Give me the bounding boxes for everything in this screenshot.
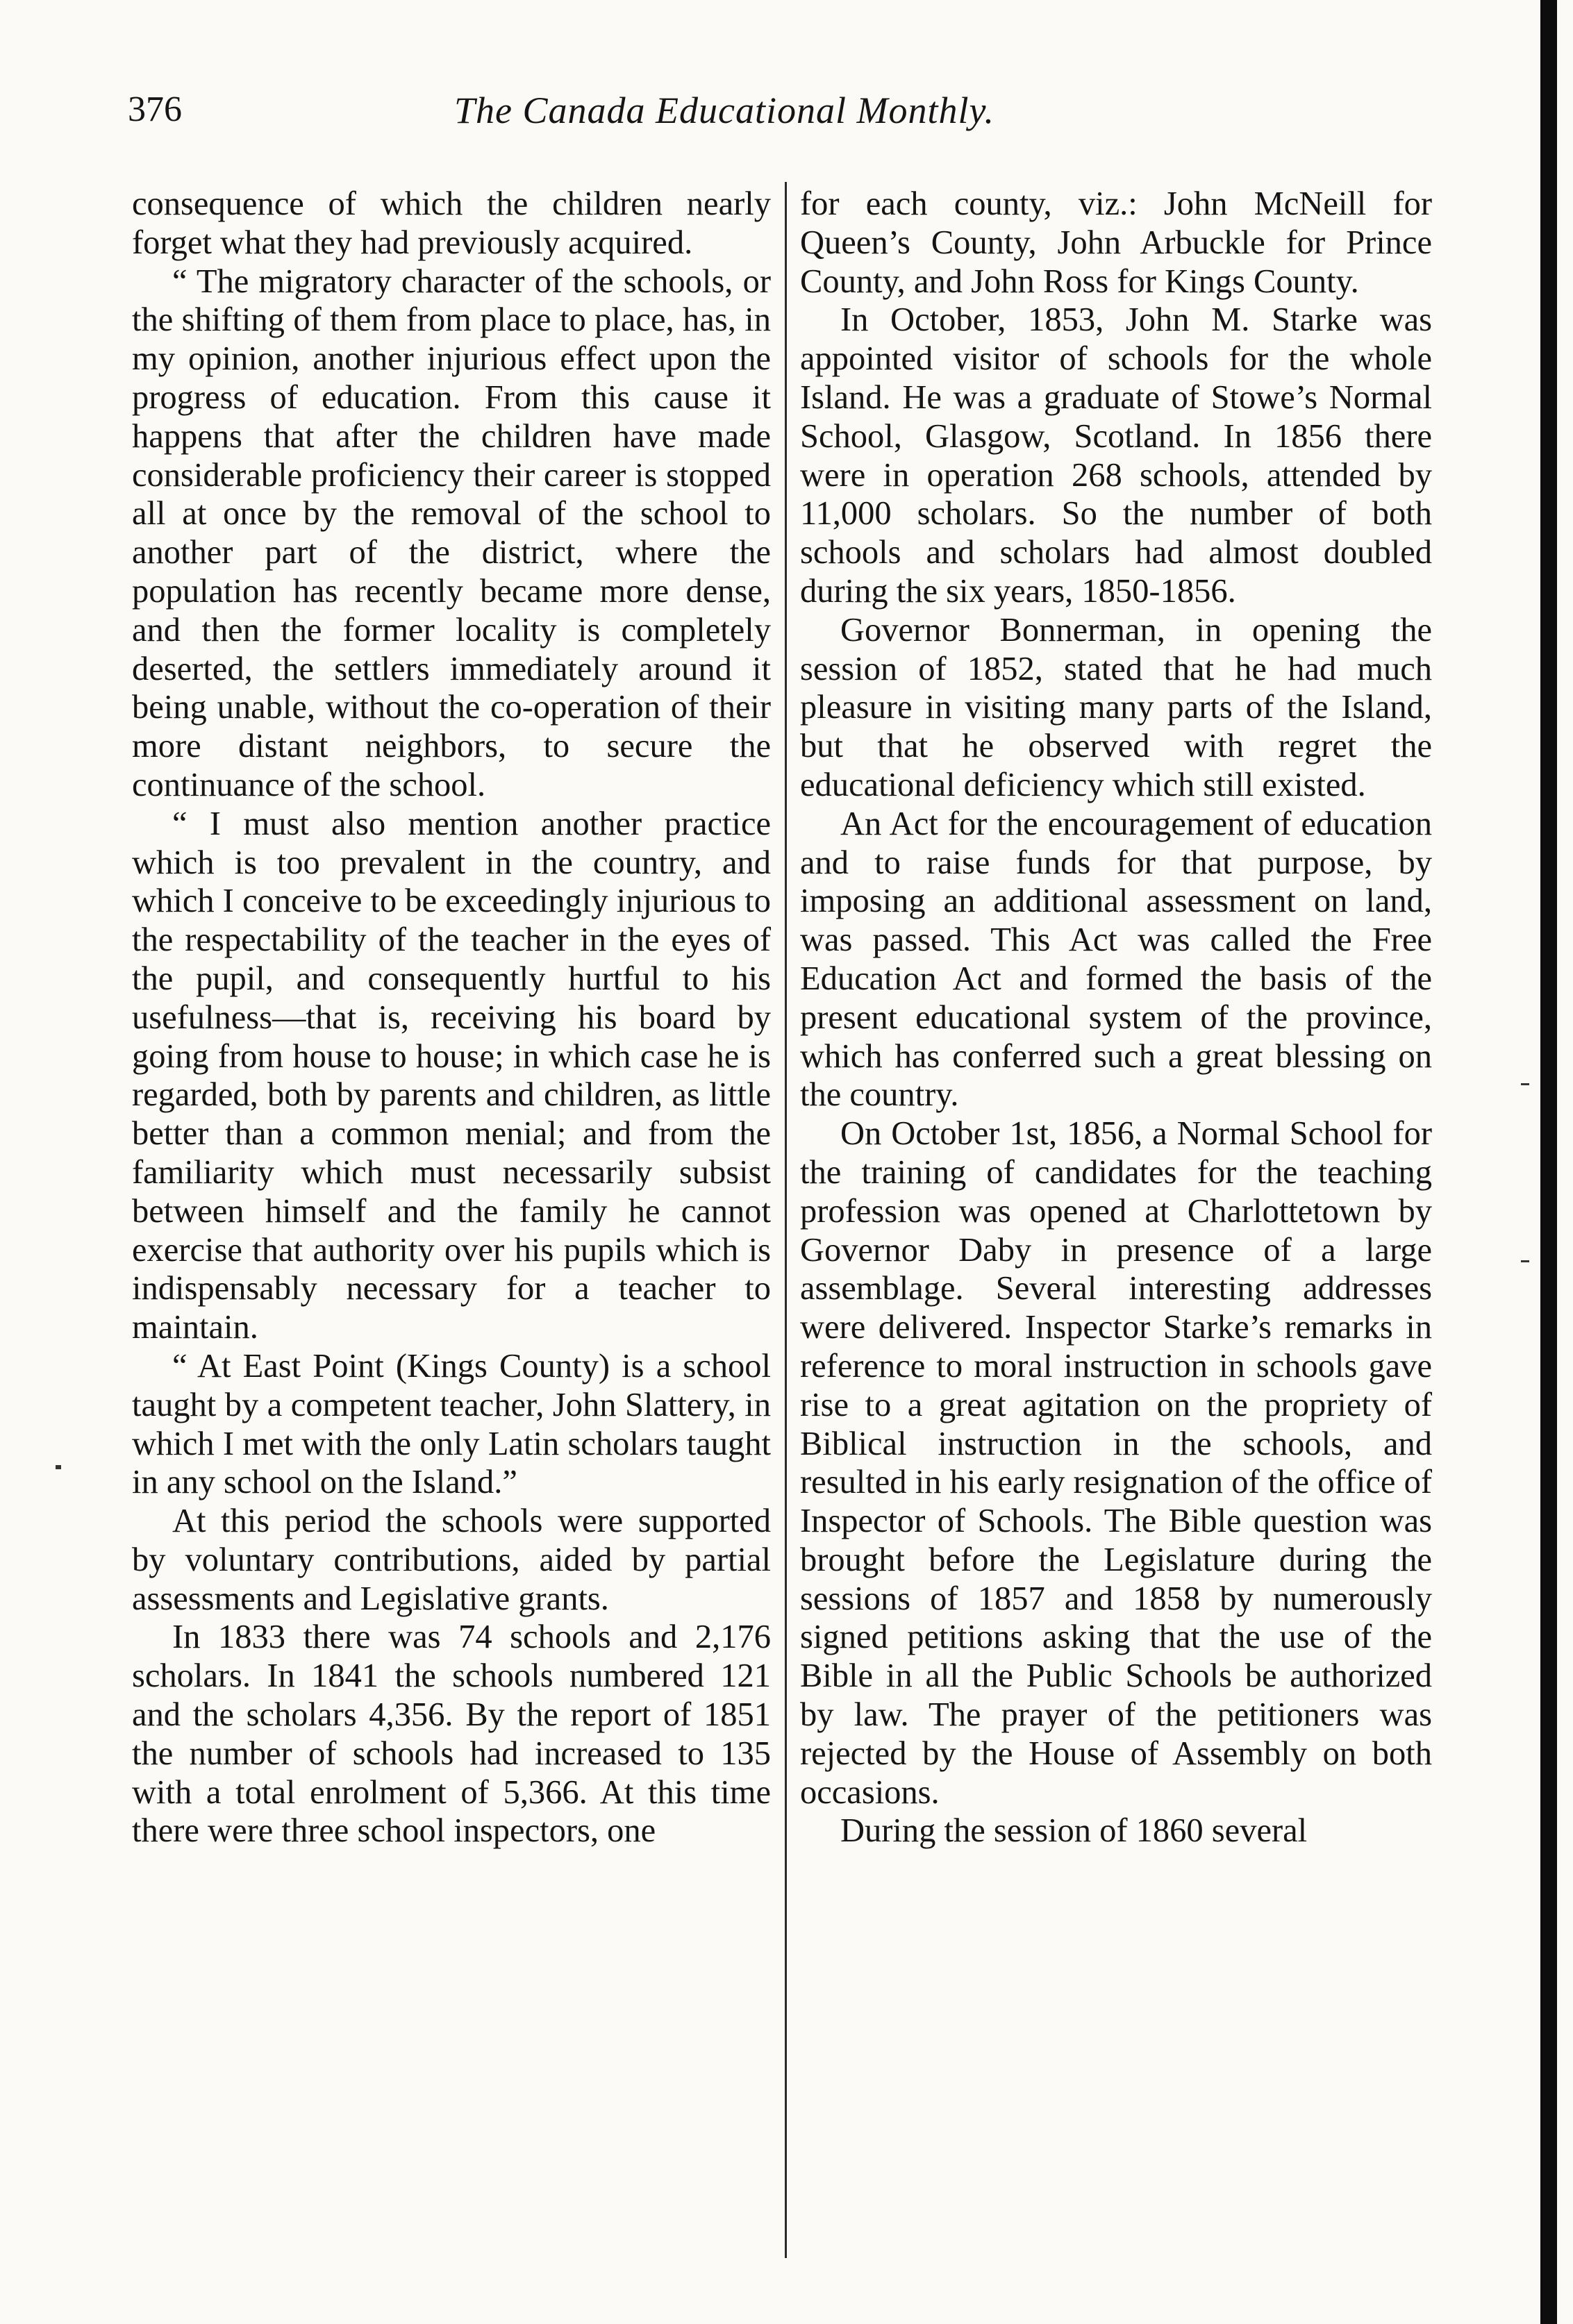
paragraph: “ The migratory character of the schools, or the shifting of them from place to place, has, in my opinion, another injurious effect upon the progress of education. From this cause it happens that after the children have made considerable proficiency their career is stopped all at once by the removal of the school to another part of the district, where the population has recently became more dense, and then the former locality is completely deserted, the settlers immediately around it being unable, without the co-operation of their more distant neighbors, to secure the continuance of the school. [132, 262, 771, 803]
journal-title: The Canada Educational Monthly. [454, 90, 994, 131]
right-column [800, 185, 1432, 1850]
column-rule [785, 182, 787, 2258]
paragraph: Governor Bonnerman, in opening the session of 1852, stated that he had much pleasure in visiting many parts of the Island, but that he observed with regret the educational deficiency which still existed. [800, 611, 1432, 803]
scan-speck [1521, 1083, 1529, 1085]
paragraph: On October 1st, 1856, a Normal School for the training of candidates for the teaching profession was opened at Charlottetown by Governor Daby in presence of a large assemblage. Several interesting addresses were delivered. Inspector Starke’s remarks in reference to moral instruction in schools gave rise to a great agitation on the propriety of Biblical instruction in the schools, and resulted in his early resignation of the office of Inspector of Schools. The Bible question was brought before the Legislature during the sessions of 1857 and 1858 by numerously signed petitions asking that the use of the Bible in all the Public Schools be authorized by law. The prayer of the petitioners was rejected by the House of Assembly on both occasions. [800, 1115, 1432, 1811]
running-header [128, 89, 1420, 137]
paragraph: consequence of which the children nearly forget what they had previously acquired. [132, 185, 771, 261]
scan-edge-shadow [1540, 0, 1557, 2324]
paragraph: for each county, viz.: John McNeill for Queen’s County, John Arbuckle for Prince County, and John Ross for Kings County. [800, 185, 1432, 300]
paragraph: “ I must also mention another practice which is too prevalent in the country, and which I conceive to be exceedingly injurious to the respectability of the teacher in the eyes of the pupil, and consequently hurtful to his usefulness—that is, receiving his board by going from house to house; in which case he is regarded, both by parents and children, as little better than a common menial; and from the familiarity which must necessarily subsist between himself and the family he cannot exercise that authority over his pupils which is indispensably necessary for a teacher to maintain. [132, 805, 771, 1346]
paragraph: In 1833 there was 74 schools and 2,176 scholars. In 1841 the schools numbered 121 and the scholars 4,356. By the report of 1851 the number of schools had increased to 135 with a total enrolment of 5,366. At this time there were three school inspectors, one [132, 1619, 771, 1850]
paragraph: “ At East Point (Kings County) is a school taught by a competent teacher, John Slattery, in which I met with the only Latin scholars taught in any school on the Island.” [132, 1347, 771, 1501]
paragraph: In October, 1853, John M. Starke was appointed visitor of schools for the whole Island. He was a graduate of Stowe’s Normal School, Glasgow, Scotland. In 1856 there were in operation 268 schools, attended by 11,000 scholars. So the number of both schools and scholars had almost doubled during the six years, 1850-1856. [800, 301, 1432, 610]
paragraph: At this period the schools were supported by voluntary contributions, aided by partial assessments and Legislative grants. [132, 1503, 771, 1617]
left-column [132, 185, 771, 1850]
page-number: 376 [128, 90, 182, 129]
scan-speck [1521, 1260, 1529, 1262]
scan-speck [56, 1465, 61, 1469]
paragraph: During the session of 1860 several [840, 1812, 1308, 1850]
paragraph: An Act for the encouragement of education and to raise funds for that purpose, by imposing an additional assessment on land, was passed. This Act was called the Free Education Act and formed the basis of the present educational system of the province, which has conferred such a great blessing on the country. [800, 805, 1432, 1114]
